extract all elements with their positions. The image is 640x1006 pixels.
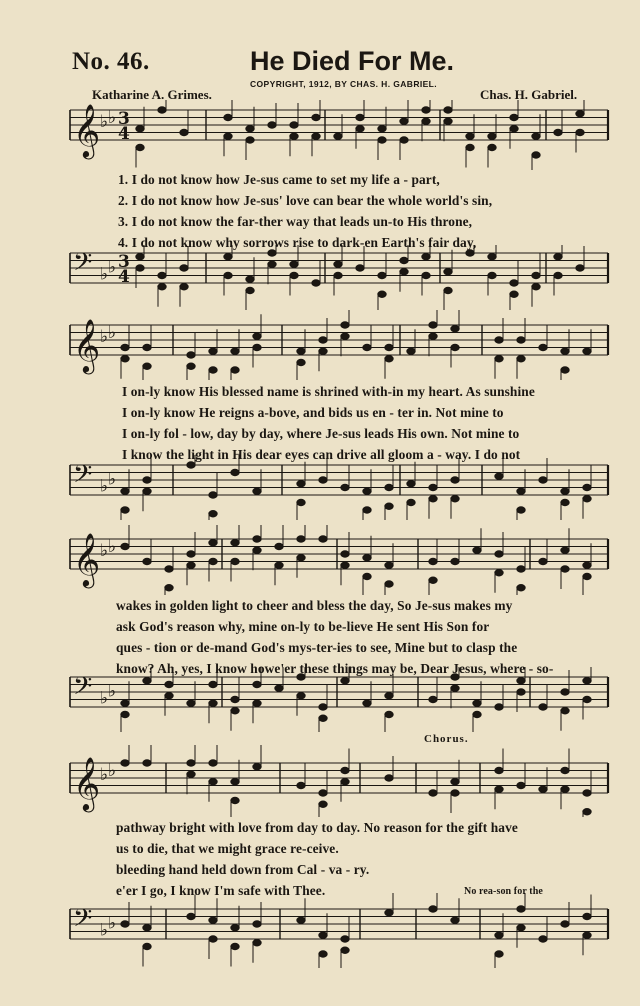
flat-icon: ♭	[108, 913, 117, 934]
note-heads	[121, 525, 591, 595]
copyright-notice: COPYRIGHT, 1912, BY CHAS. H. GABRIEL.	[250, 79, 438, 89]
treble-staff-system-2	[0, 310, 640, 380]
lyric-line: ask God's reason why, mine on-ly to be-lieve He sent His Son for	[116, 619, 490, 634]
time-signature-top: 3	[118, 252, 130, 272]
flat-icon: ♭	[100, 476, 109, 497]
lyric-line: wakes in golden light to cheer and bless the day, So Je-sus makes my	[116, 598, 513, 613]
time-signature-bottom: 4	[118, 124, 130, 144]
flat-icon: ♭	[108, 322, 117, 343]
flat-icon: ♭	[100, 112, 109, 132]
treble-clef-icon: 𝄞	[73, 756, 101, 810]
bass-staff-system-2	[0, 455, 640, 520]
note-heads	[136, 245, 584, 310]
lyric-line: ques - tion or de-mand God's mys-ter-ies to see, Mine but to clasp the	[116, 640, 518, 655]
flat-icon: ♭	[100, 541, 109, 561]
bass-clef-icon: 𝄢	[73, 460, 93, 495]
lyric-line: bleeding hand held down from Cal - va - ry.	[116, 862, 370, 877]
flat-icon: ♭	[108, 469, 117, 490]
bass-staff-system-4	[0, 893, 640, 968]
note-heads	[121, 745, 591, 817]
flat-icon: ♭	[108, 257, 117, 278]
hymn-title: He Died For Me.	[250, 46, 455, 76]
note-heads	[121, 893, 591, 968]
lyric-line: e'er I go, I know I'm safe with Thee.	[116, 883, 326, 898]
lyric-line: 1. I do not know how Je-sus came to set my life a - part,	[118, 172, 440, 187]
author-credit: Katharine A. Grimes.	[92, 87, 212, 102]
flat-icon: ♭	[100, 688, 109, 709]
lyric-line: know? Ah, yes, I know howe'er these things may be, Dear Jesus, where - so-	[116, 661, 554, 676]
flat-icon: ♭	[100, 765, 109, 785]
bass-clef-icon: 𝄢	[73, 248, 93, 283]
lyric-line: I know the light in His dear eyes can drive all gloom a - way. I do not	[122, 447, 521, 462]
flat-icon: ♭	[108, 536, 117, 557]
flat-icon: ♭	[108, 760, 117, 781]
chorus-bass-lyric: No rea-son for the	[464, 886, 543, 897]
bass-clef-icon: 𝄢	[73, 904, 93, 939]
bass-clef-icon: 𝄢	[73, 672, 93, 707]
flat-icon: ♭	[100, 327, 109, 347]
flat-icon: ♭	[108, 107, 117, 128]
time-signature-top: 3	[118, 109, 130, 129]
lyric-line: us to die, that we might grace re-ceive.	[116, 841, 339, 856]
lyric-line: I on-ly know He reigns a-bove, and bids us en - ter in. Not mine to	[122, 405, 504, 420]
treble-staff-system-4	[0, 745, 640, 817]
flat-icon: ♭	[100, 920, 109, 941]
lyric-line: pathway bright with love from day to day. No reason for the gift have	[116, 820, 518, 835]
treble-staff-system-1	[0, 100, 640, 170]
treble-clef-icon: 𝄞	[73, 318, 101, 372]
time-signature-bottom: 4	[118, 267, 130, 287]
flat-icon: ♭	[100, 264, 109, 285]
note-heads	[121, 310, 591, 380]
staff-lines	[70, 760, 608, 793]
lyric-line: 3. I do not know the far-ther way that leads un-to His throne,	[118, 214, 473, 229]
treble-clef-icon: 𝄞	[73, 532, 101, 586]
composer-credit: Chas. H. Gabriel.	[480, 87, 578, 102]
lyric-line: 4. I do not know why sorrows rise to dark-en Earth's fair day,	[118, 235, 477, 250]
lyric-line: I on-ly know His blessed name is shrined with-in my heart. As sunshine	[122, 384, 535, 399]
bass-staff-system-1	[0, 245, 640, 310]
flat-icon: ♭	[108, 681, 117, 702]
lyric-line: I on-ly fol - low, day by day, where Je-sus leads His own. Not mine to	[122, 426, 520, 441]
hymn-number: No. 46.	[72, 48, 150, 75]
chorus-label: Chorus.	[424, 733, 469, 745]
treble-staff-system-3	[0, 525, 640, 595]
lyric-line: 2. I do not know how Je-sus' love can bear the whole world's sin,	[118, 193, 493, 208]
treble-clef-icon: 𝄞	[73, 103, 101, 157]
